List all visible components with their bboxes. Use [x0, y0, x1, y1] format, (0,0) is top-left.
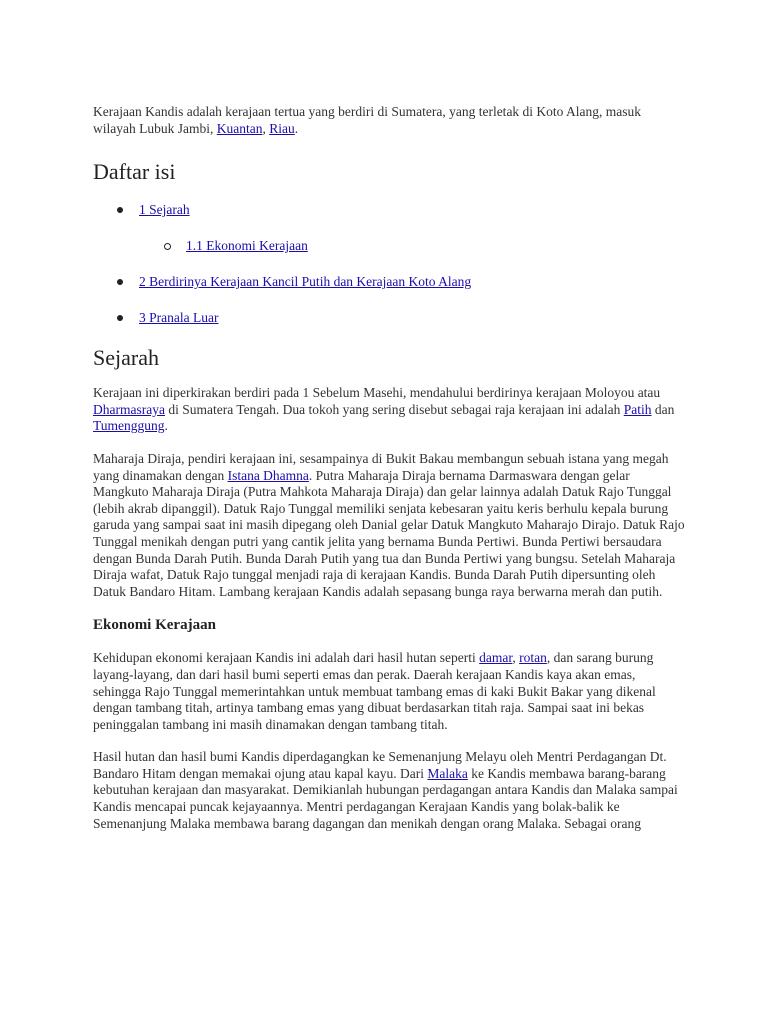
text-span: ,	[512, 650, 520, 666]
toc-item	[93, 310, 685, 326]
text-span: ke Kandis membawa barang-barang kebutuhan kerajaan dan masyarakat. Demikianlah hubungan perdagangan antara Kandis dan Malaka sampai Kandis mencapai puncak kejayaannya. Mentri perdagangan Kerajaan Kandis yang bolak-balik ke Semenanjung Malaka membawa barang dagangan dan menikah dengan orang Malaka. Sebagai orang	[93, 765, 678, 831]
intro-separator: ,	[262, 120, 270, 136]
link-istana-dhamna[interactable]: Istana Dhamna	[227, 467, 309, 483]
link-dharmasraya[interactable]: Dharmasraya	[93, 401, 165, 417]
link-patih[interactable]: Patih	[623, 401, 652, 417]
text-span: . Putra Maharaja Diraja bernama Darmaswara dengan gelar Mangkuto Maharaja Diraja (Putra Mahkota Maharaja Diraja) dan gelar lainnya adalah Datuk Rajo Tunggal (lebih akrab dipanggil). Datuk Rajo Tunggal memiliki senjata kebesaran yaitu keris berhulu kepala burung garuda yang sampai saat ini masih dipegang oleh Danial gelar Datuk Mangkuto Maharajo Dirajo. Datuk Rajo Tunggal menikah dengan putri yang cantik jelita yang bernama Bunda Pertiwi. Bunda Pertiwi bersaudara dengan Bunda Darah Putih. Bunda Darah Putih yang tua dan Bunda Pertiwi yang bungsu. Setelah Maharaja Diraja wafat, Datuk Rajo tunggal menjadi raja di kerajaan Kandis. Bunda Darah Putih dipersunting oleh Datuk Bandaro Hitam. Lambang kerajaan Kandis adalah sepasang bunga raya berwarna merah dan putih.	[93, 467, 685, 599]
bullet-icon	[117, 315, 123, 321]
link-kuantan[interactable]: Kuantan	[216, 120, 263, 136]
toc-item	[93, 274, 685, 290]
intro-text: Kerajaan Kandis adalah kerajaan tertua yang berdiri di Sumatera, yang terletak di Koto Alang, masuk wilayah Lubuk Jambi,	[93, 104, 642, 136]
toc-subitem	[93, 238, 685, 254]
text-span: dan	[651, 401, 675, 417]
link-riau[interactable]: Riau	[269, 120, 295, 136]
toc-link-pranala[interactable]: 3 Pranala Luar	[139, 310, 219, 326]
ekonomi-paragraph-2	[93, 749, 685, 832]
text-span: Kerajaan ini diperkirakan berdiri pada 1 Sebelum Masehi, mendahului berdirinya kerajaan Moloyou atau	[93, 385, 661, 401]
toc-link-sejarah[interactable]: 1 Sejarah	[139, 202, 190, 218]
toc-title: Daftar isi	[93, 159, 176, 185]
text-span: Hasil hutan dan hasil bumi Kandis diperdagangkan ke Semenanjung Melayu oleh Mentri Perdagangan Dt. Bandaro Hitam dengan memakai ojung atau kapal kayu. Dari	[93, 749, 667, 781]
sejarah-paragraph-2	[93, 451, 685, 600]
link-damar[interactable]: damar	[479, 650, 513, 666]
circle-bullet-icon	[164, 243, 171, 250]
text-span: Maharaja Diraja, pendiri kerajaan ini, sesampainya di Bukit Bakau membangun sebuah istana yang megah yang dinamakan dengan	[93, 450, 669, 483]
link-rotan[interactable]: rotan	[519, 650, 547, 666]
link-malaka[interactable]: Malaka	[427, 765, 468, 781]
text-span: , dan sarang burung layang-layang, dan dari hasil bumi seperti emas dan perak. Daerah kerajaan Kandis kaya akan emas, sehingga Rajo Tunggal memerintahkan untuk membuat tambang emas di kaki Bukit Bakar yang dikenal dengan tambang titah, artinya tambang emas yang dibuat berdasarkan titah raja. Sampai saat ini bekas peninggalan tambang ini masih dinamakan dengan tambang titah.	[93, 650, 656, 732]
section-title-ekonomi: Ekonomi Kerajaan	[93, 617, 216, 634]
article-body	[93, 104, 685, 832]
table-of-contents	[93, 202, 685, 326]
text-span: Kehidupan ekonomi kerajaan Kandis ini adalah dari hasil hutan seperti	[93, 650, 480, 666]
sejarah-paragraph-1	[93, 385, 685, 435]
toc-link-ekonomi[interactable]: 1.1 Ekonomi Kerajaan	[186, 238, 308, 254]
toc-link-berdirinya[interactable]: 2 Berdirinya Kerajaan Kancil Putih dan Kerajaan Koto Alang	[139, 274, 472, 290]
ekonomi-paragraph-1	[93, 650, 685, 733]
text-span: .	[164, 418, 168, 434]
bullet-icon	[117, 207, 123, 213]
toc-item	[93, 202, 685, 218]
link-tumenggung[interactable]: Tumenggung	[93, 418, 165, 434]
intro-end: .	[294, 120, 299, 136]
bullet-icon	[117, 279, 123, 285]
section-title-sejarah: Sejarah	[93, 345, 159, 371]
intro-paragraph	[93, 104, 685, 137]
text-span: di Sumatera Tengah. Dua tokoh yang sering disebut sebagai raja kerajaan ini adalah	[164, 401, 624, 417]
